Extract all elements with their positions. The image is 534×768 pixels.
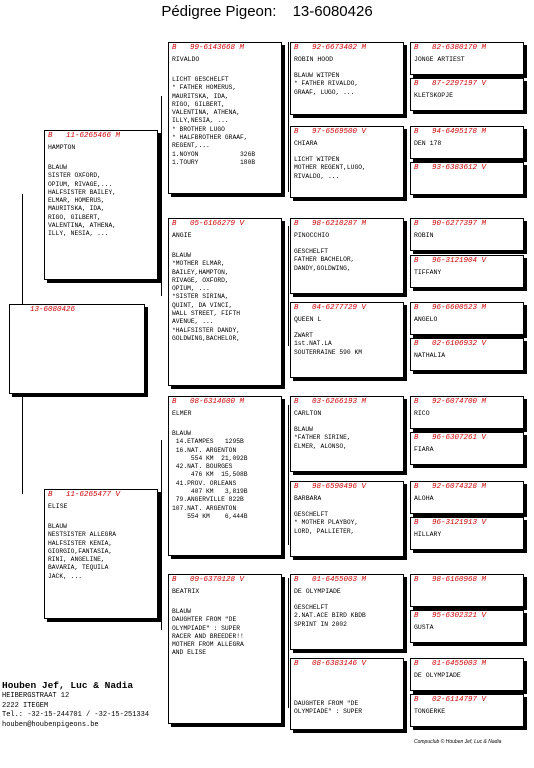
- dam-name: ELISE: [48, 503, 68, 510]
- ss-name: RIVALDO: [172, 56, 200, 63]
- ssd-box[interactable]: [290, 126, 404, 198]
- dds-ring: B 01-6455003 M: [294, 576, 367, 584]
- gen4-ring: B 02-6114797 V: [414, 696, 487, 704]
- dd-box[interactable]: [168, 574, 282, 724]
- ddd-info: DAUGHTER FROM "DE OLYMPIADE" : SUPER: [294, 700, 363, 716]
- dsd-ring: B 98-6590496 V: [294, 483, 367, 491]
- ss-box[interactable]: [168, 42, 282, 194]
- gen4-ring: B 96-6600523 M: [414, 304, 487, 312]
- sd-name: ANGIE: [172, 232, 192, 239]
- gen4-ring: B 96-3121904 V: [414, 257, 487, 265]
- sds-ring: B 98-6210287 M: [294, 220, 367, 228]
- gen4-ring: B 98-6160968 M: [414, 576, 487, 584]
- gen4-box[interactable]: [410, 302, 524, 335]
- gen4-name: TONGERKE: [414, 708, 446, 715]
- gen4-name: JONGE ARTIEST: [414, 56, 465, 63]
- connector: [22, 194, 23, 305]
- gen4-name: GUSTA: [414, 624, 434, 631]
- gen4-box[interactable]: [410, 432, 524, 465]
- dss-box[interactable]: [290, 396, 404, 472]
- gen4-ring: B 94-6495178 M: [414, 128, 487, 136]
- gen4-name: [411, 585, 523, 588]
- ds-info: BLAUW 14.ETAMPES 1295B 16.NAT. ARGENTON 554 KM 21,092B 42.NAT. BOURGES 476 KM 15,508B 41.PROV. ORLEANS 407 KM 3,819B 79.ANGERVILLE 822B 107.NAT. ARGENTON 554 KM 6,444B: [172, 430, 248, 520]
- gen4-box[interactable]: [410, 78, 524, 111]
- dds-name: DE OLYMPIADE: [294, 588, 341, 595]
- gen4-box[interactable]: [410, 694, 524, 727]
- dsd-info: GESCHELFT * MOTHER PLAYBOY, LORD, PALLIETER,: [294, 511, 359, 535]
- gen4-name: HILLARY: [414, 531, 442, 538]
- sdd-ring: B 04-6277729 V: [294, 304, 367, 312]
- ds-name: ELMER: [172, 410, 192, 417]
- gen4-ring: B 90-6277397 M: [414, 220, 487, 228]
- gen4-ring: B 92-6074700 M: [414, 398, 487, 406]
- ddd-box[interactable]: [290, 658, 404, 730]
- connector: [161, 96, 162, 296]
- dds-box[interactable]: [290, 574, 404, 650]
- ssd-name: CHIARA: [294, 140, 318, 147]
- gen4-box[interactable]: [410, 574, 524, 607]
- gen4-box[interactable]: [410, 42, 524, 75]
- gen4-ring: B 92-6074328 M: [414, 483, 487, 491]
- gen4-box[interactable]: [410, 517, 524, 550]
- dss-info: BLAUW *FATHER SIRINE, ELMER, ALONSO,: [294, 426, 351, 450]
- footer-credit: Compuclub © Houben Jef, Luc & Nadia: [414, 739, 502, 745]
- gen4-ring: B 01-6455003 M: [414, 660, 487, 668]
- sds-box[interactable]: [290, 218, 404, 294]
- sds-name: PINOCCHIO: [294, 232, 330, 239]
- connector: [288, 578, 289, 708]
- gen4-name: DEN 178: [414, 140, 442, 147]
- title-ring: 13-6080426: [292, 3, 373, 20]
- gen4-ring: B 02-6106932 V: [414, 340, 487, 348]
- ds-ring: B 08-6314600 M: [172, 398, 245, 406]
- connector: [288, 226, 289, 346]
- sd-box[interactable]: [168, 218, 282, 386]
- gen4-box[interactable]: [410, 255, 524, 288]
- connector: [288, 42, 289, 192]
- dd-name: BEATRIX: [172, 588, 200, 595]
- ssd-info: LICHT WITPEN MOTHER REGENT,LUGO, RIVALDO, ...: [294, 156, 366, 180]
- owner-tel: Tel.: -32-15-244701 / -32-15-251334: [2, 711, 150, 719]
- dss-ring: B 03-6266193 M: [294, 398, 367, 406]
- sss-name: ROBIN HOOD: [294, 56, 334, 63]
- connector: [288, 405, 289, 545]
- gen4-name: DE OLYMPIADE: [414, 672, 461, 679]
- sire-name: HAMPTON: [48, 144, 76, 151]
- ss-ring: B 99-6143668 M: [172, 44, 245, 52]
- gen4-name: RICO: [414, 410, 430, 417]
- sss-box[interactable]: [290, 42, 404, 115]
- owner-city: 2222 ITEGEM: [2, 701, 49, 710]
- gen4-box[interactable]: [410, 396, 524, 429]
- gen4-ring: B 87-2297197 V: [414, 80, 487, 88]
- gen4-box[interactable]: [410, 658, 524, 691]
- gen4-name: NATHALIA: [414, 352, 446, 359]
- dd-ring: B 09-6370128 V: [172, 576, 245, 584]
- title-label: Pédigree Pigeon:: [161, 3, 277, 20]
- gen4-box[interactable]: [410, 126, 524, 159]
- sds-info: GESCHELFT FATHER BACHELOR, DANDY,GOLDWING,: [294, 248, 355, 272]
- sd-ring: B 05-6166279 V: [172, 220, 245, 228]
- sdd-info: ZWART 1st.NAT.LA SOUTERRAINE 590 KM: [294, 332, 363, 356]
- gen4-ring: B 93-6383612 V: [414, 164, 487, 172]
- dsd-box[interactable]: [290, 481, 404, 557]
- gen4-name: TIFFANY: [414, 269, 442, 276]
- ds-box[interactable]: [168, 396, 282, 556]
- page-title: [0, 3, 534, 20]
- ssd-ring: B 97-6569500 V: [294, 128, 367, 136]
- owner-email[interactable]: houben@houbenpigeons.be: [2, 720, 99, 729]
- gen4-ring: B 96-6307261 V: [414, 434, 487, 442]
- dsd-name: BARBARA: [294, 495, 322, 502]
- subject-ring: 13-6080426: [30, 306, 76, 314]
- owner-name: Houben Jef, Luc & Nadia: [2, 680, 134, 691]
- gen4-name: [411, 173, 523, 176]
- sdd-box[interactable]: [290, 302, 404, 378]
- ss-info: LICHT GESCHELFT * FATHER HOMERUS, MAURITSKA, IDA, RIGO, GILBERT, VALENTINA, ATHENA, ILLY,NESIA, ... * BROTHER LUGO * HALFBROTHER GRAAF, REGENT,... 1.NOYON 326B 1.TOURY 180B: [172, 76, 256, 166]
- gen4-ring: B 95-6302321 V: [414, 612, 487, 620]
- dam-box[interactable]: [44, 489, 158, 619]
- sire-box[interactable]: [44, 130, 158, 280]
- gen4-box[interactable]: [410, 338, 524, 371]
- gen4-box[interactable]: [410, 481, 524, 514]
- dam-info: BLAUW NESTSISTER ALLEGRA HALFSISTER KENIA, GIORGIO,FANTASIA, RINI, ANGELINE, BAVARIA, TEQUILA JACK, ...: [48, 523, 117, 580]
- owner-info: [2, 679, 149, 730]
- sire-info: BLAUW SISTER OXFORD, OPIUM, RIVAGE,... HALFSISTER BAILEY, ELMAR, HOMERUS, MAURITSKA, IDA, RIGO, GILBERT, VALENTINA, ATHENA, ILLY, NESIA, ...: [48, 164, 117, 238]
- sire-ring: B 11-6265466 M: [48, 132, 121, 140]
- connector: [161, 440, 162, 630]
- gen4-name: ANGELO: [414, 316, 438, 323]
- gen4-name: KLETSKOPJE: [414, 92, 454, 99]
- sss-info: BLAUW WITPEN * FATHER RIVALDO, GRAAF, LUGO, ...: [294, 72, 359, 96]
- gen4-name: ROBIN: [414, 232, 434, 239]
- gen4-box[interactable]: [410, 218, 524, 251]
- connector: [22, 394, 23, 494]
- gen4-ring: B 96-3121913 V: [414, 519, 487, 527]
- gen4-name: FIARA: [414, 446, 434, 453]
- dam-ring: B 11-6265477 V: [48, 491, 121, 499]
- dd-info: BLAUW DAUGHTER FROM "DE OLYMPIADE" : SUPER RACER AND BREEDER!! MOTHER FROM ALLEGRA AND ELISE: [172, 608, 244, 657]
- dds-info: GESCHELFT 2.NAT.ACE BIRD KBDB SPRINT IN 2002: [294, 604, 366, 628]
- subject-box[interactable]: [9, 304, 145, 394]
- ddd-ring: B 08-6383146 V: [294, 660, 367, 668]
- sss-ring: B 92-6673402 M: [294, 44, 367, 52]
- gen4-box[interactable]: [410, 610, 524, 643]
- gen4-name: ALOHA: [414, 495, 434, 502]
- sdd-name: QUEEN L: [294, 316, 322, 323]
- gen4-box[interactable]: [410, 162, 524, 195]
- dss-name: CARLTON: [294, 410, 322, 417]
- gen4-ring: B 82-6380170 M: [414, 44, 487, 52]
- sd-info: BLAUW *MOTHER ELMAR, BAILEY,HAMPTON, RIVAGE, OXFORD, OPIUM, ... *SISTER SIRINA, QUINT, DA VINCI, WALL STREET, FIFTH AVENUE, ... *HALFSISTER DANDY, GOLDWING,BACHELOR,: [172, 252, 241, 342]
- owner-street: HEIBERGSTRAAT 12: [2, 692, 70, 700]
